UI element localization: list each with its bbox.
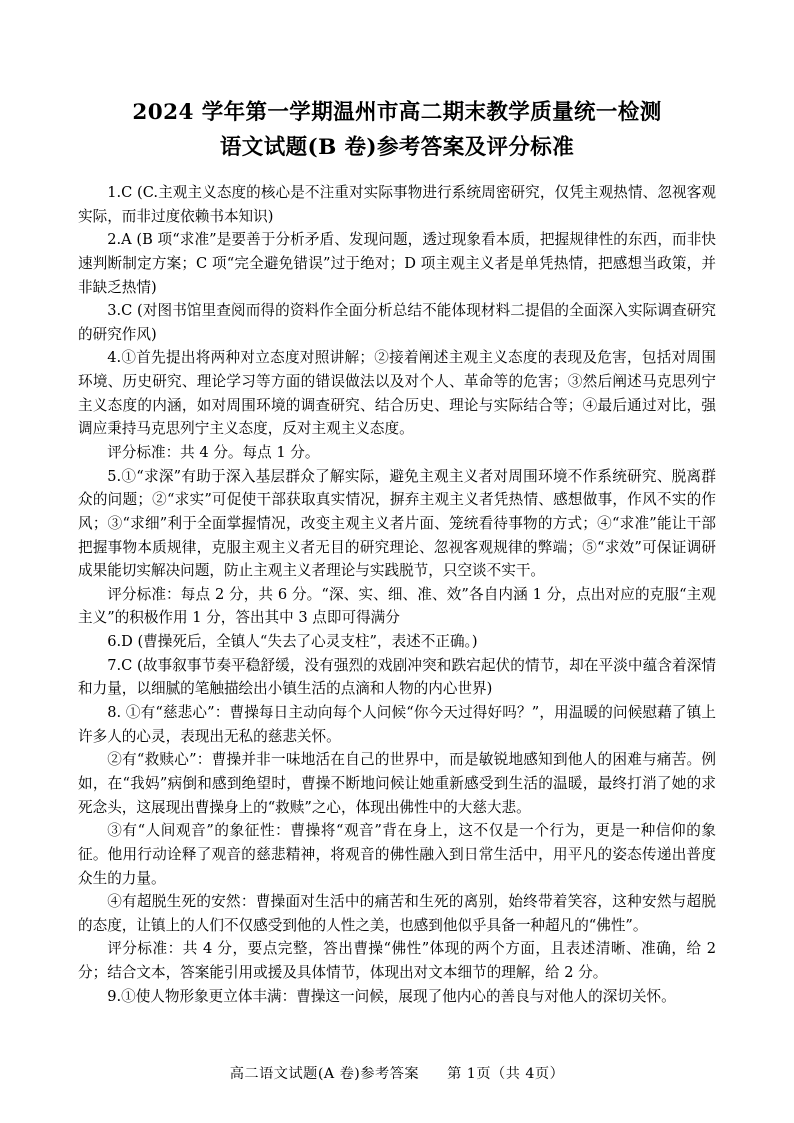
answer-paragraph: 4.①首先提出将两种对立态度对照讲解；②接着阐述主观主义态度的表现及危害，包括对周围环境、历史研究、理论学习等方面的错误做法以及对个人、革命等的危害；③然后阐述马克思列宁主义态度的内涵，如对周围环境的调查研究、结合历史、理论与实际结合等；④最后通过对比，强调应秉持马克思列宁主义态度，反对主观主义态度。 (78, 349, 716, 438)
answer-paragraph: 3.C (对图书馆里查阅而得的资料作全面分析总结不能体现材料二提倡的全面深入实际调查研究的研究作风) (78, 302, 716, 343)
answer-paragraph: ③有“人间观音”的象征性：曹操将“观音”背在身上，这不仅是一个行为，更是一种信仰的象征。他用行动诠释了观音的慈悲精神，将观音的佛性融入到日常生活中，用平凡的姿态传递出普度众生的力量。 (78, 822, 716, 887)
answer-paragraph: 7.C (故事叙事节奏平稳舒缓，没有强烈的戏剧冲突和跌宕起伏的情节，却在平淡中蕴含着深情和力量，以细腻的笔触描绘出小镇生活的点滴和人物的内心世界) (78, 656, 716, 698)
title-block (78, 96, 716, 167)
footer-page-number: 第 1页（共 4页） (447, 1066, 565, 1082)
answer-paragraph: ④有超脱生死的安然：曹操面对生活中的痛苦和生死的离别，始终带着笑容，这种安然与超脱的态度，让镇上的人们不仅感受到他的人性之美，也感到他似乎具备一种超凡的“佛性”。 (78, 893, 716, 934)
answer-paragraph: 6.D (曹操死后，全镇人“失去了心灵支柱”，表述不正确。) (107, 633, 478, 651)
scoring-standard: 评分标准：共 4 分。每点 1 分。 (107, 443, 320, 461)
answer-paragraph: 8. ①有“慈悲心”：曹操每日主动向每个人问候“你今天过得好吗？”，用温暖的问候慰藉了镇上许多人的心灵，表现出无私的慈悲关怀。 (78, 704, 716, 745)
answer-paragraph: 9.①使人物形象更立体丰满：曹操这一问候，展现了他内心的善良与对他人的深切关怀。 (107, 987, 676, 1005)
scoring-standard: 评分标准：共 4 分，要点完整，答出曹操“佛性”体现的两个方面，且表述清晰、准确，给 2 分；结合文本，答案能引用或援及具体情节，体现出对文本细节的理解，给 2 分。 (78, 940, 716, 982)
footer-left-label: 高二语文试题(A 卷)参考答案 (229, 1066, 420, 1082)
answer-paragraph: 5.①“求深”有助于深入基层群众了解实际，避免主观主义者对周围环境不作系统研究、脱离群众的问题；②“求实”可促使干部获取真实情况，摒弃主观主义者凭热情、感想做事，作风不实的作风；③“求细”利于全面掌握情况，改变主观主义者片面、笼统看待事物的方式；④“求准”能让干部把握事物本质规律，克服主观主义者无目的研究理论、忽视客观规律的弊端；⑤“求效”可保证调研成果能切实解决问题，防止主观主义者理论与实践脱节，只空谈不实干。 (78, 467, 716, 580)
answer-paragraph: 2.A (B 项“求准”是要善于分析矛盾、发现问题，透过现象看本质，把握规律性的东西，而非快速判断制定方案；C 项“完全避免错误”过于绝对；D 项主观主义者是单凭热情，把感想当政策，并非缺乏热情) (78, 231, 716, 296)
answer-paragraph: 1.C (C.主观主义态度的核心是不注重对实际事物进行系统周密研究，仅凭主观热情、忽视客观实际，而非过度依赖书本知识) (78, 183, 716, 225)
page-title-line1: 2024 学年第一学期温州市高二期末教学质量统一检测 (132, 100, 662, 125)
page-footer (0, 1063, 794, 1083)
answer-body (78, 181, 716, 1008)
answer-paragraph: ②有“救赎心”：曹操并非一味地活在自己的世界中，而是敏锐地感知到他人的困难与痛苦。例如，在“我妈”病倒和感到绝望时，曹操不断地问候让她重新感受到生活的温暖，最终打消了她的求死念头，这展现出曹操身上的“救赎”之心，体现出佛性中的大慈大悲。 (78, 751, 716, 816)
scoring-standard: 评分标准：每点 2 分，共 6 分。“深、实、细、准、效”各自内涵 1 分，点出对应的克服“主观主义”的积极作用 1 分，答出其中 3 点即可得满分 (78, 585, 716, 627)
page-title-line2: 语文试题(B 卷)参考答案及评分标准 (219, 135, 575, 161)
